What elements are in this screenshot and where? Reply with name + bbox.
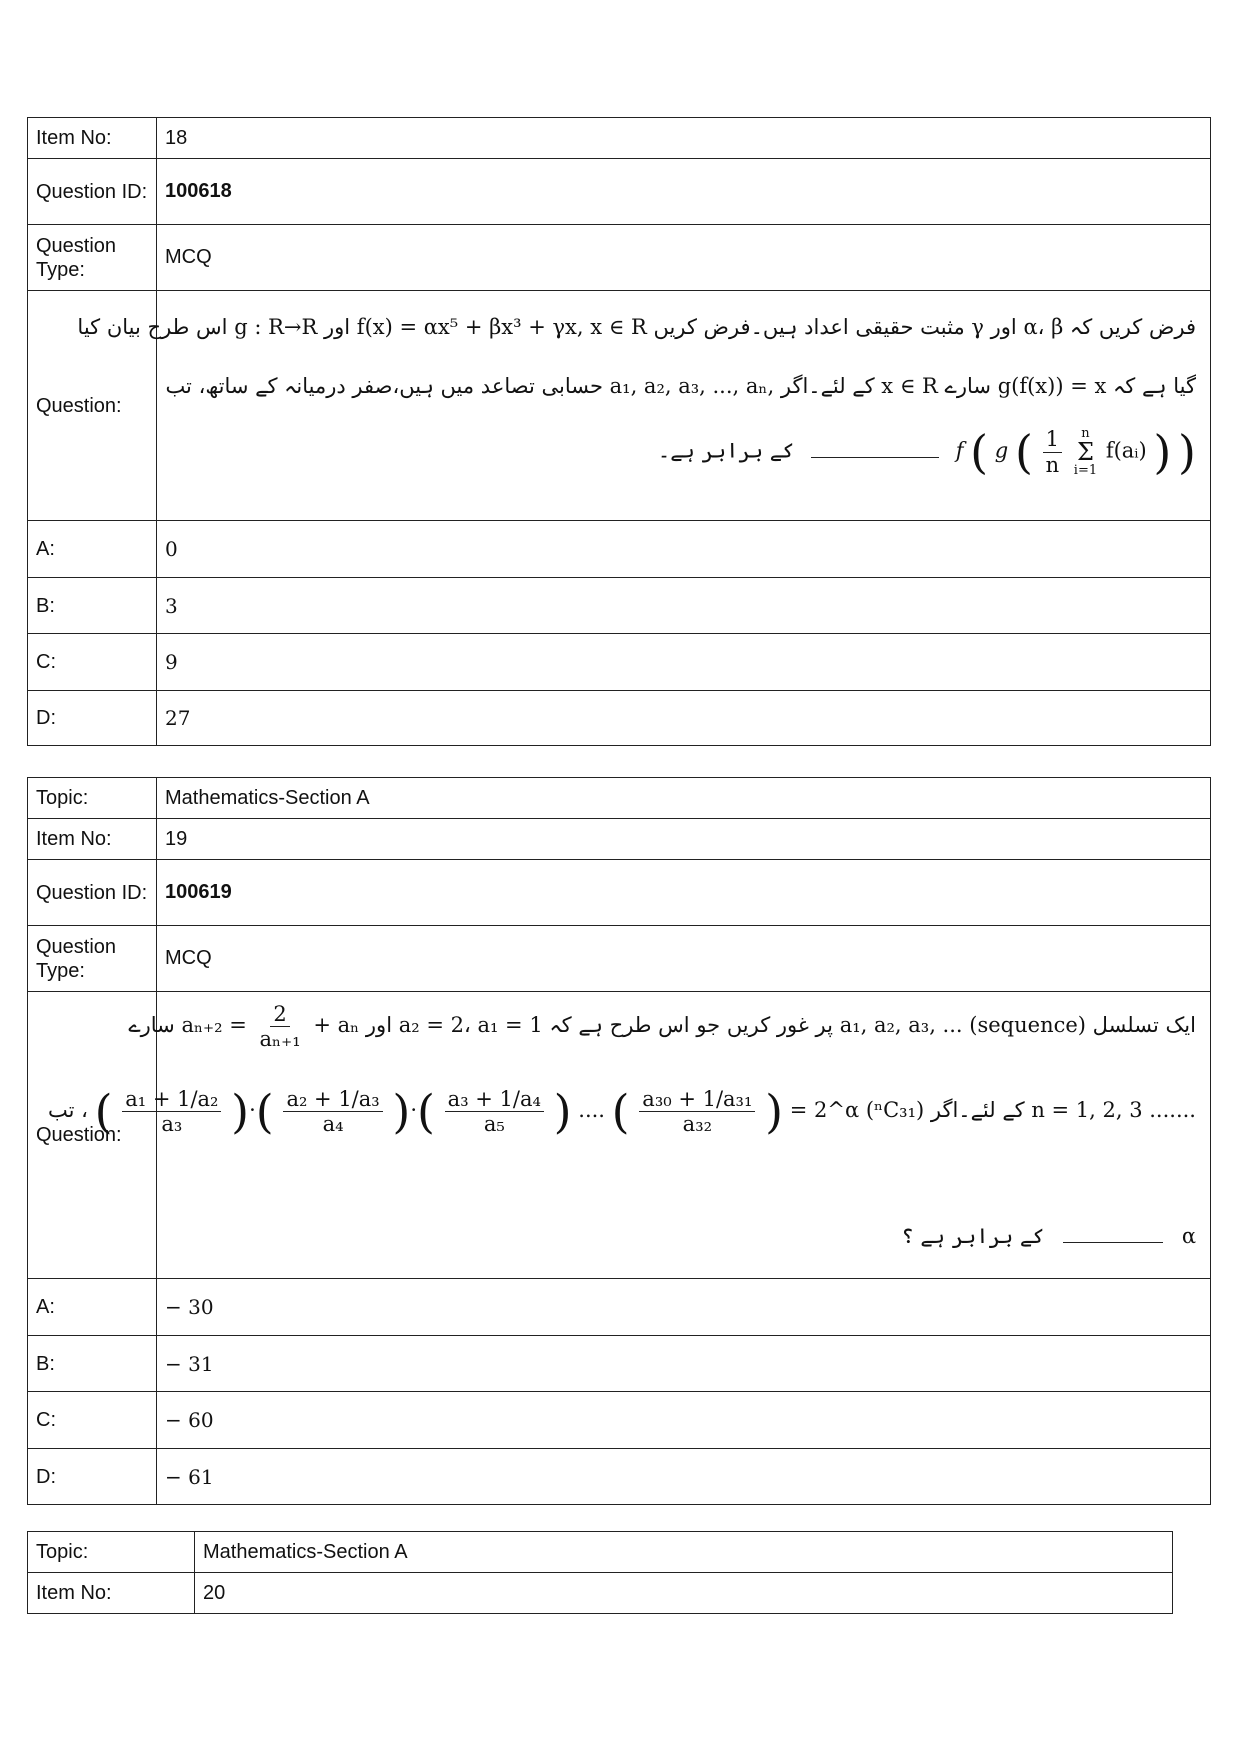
question-id-label: Question ID: — [28, 159, 157, 225]
option-d-value: 27 — [157, 691, 1211, 746]
denominator: a₃ — [161, 1112, 183, 1137]
option-c-value: 9 — [157, 634, 1211, 691]
sequence-terms: a₁, a₂, a₃, ..., aₙ, — [609, 374, 775, 398]
f-of-ai: f(aᵢ) — [1105, 438, 1147, 463]
question-type-label: Question Type: — [28, 926, 157, 992]
topic-label: Topic: — [28, 1532, 195, 1573]
term-30-fraction — [639, 1087, 755, 1136]
paren: ( — [611, 1084, 630, 1139]
paren: ) — [1178, 425, 1196, 479]
option-b-label: B: — [28, 1336, 157, 1392]
urdu-text: کے برابر ہے ؟ — [901, 1224, 1045, 1248]
numerator: a₃ + 1/a₄ — [445, 1087, 544, 1112]
topic-value: Mathematics-Section A — [157, 778, 1211, 819]
a2-value: a₂ = 2، — [398, 1013, 471, 1038]
g-symbol: g — [994, 438, 1009, 463]
alpha-symbol: α — [1181, 1224, 1196, 1248]
urdu-text: سارے — [128, 1013, 175, 1038]
item-no-label: Item No: — [28, 819, 157, 860]
option-a-label: A: — [28, 521, 157, 578]
paren: ( — [94, 1084, 113, 1139]
numerator: 2 — [270, 1002, 289, 1027]
question-line-3 — [169, 1224, 1196, 1248]
function-g-definition: g : R→R — [234, 315, 318, 339]
answer-blank — [811, 457, 939, 458]
option-b-value: 3 — [157, 578, 1211, 634]
urdu-text: کے برابر ہے۔ — [657, 438, 795, 463]
numerator: a₂ + 1/a₃ — [283, 1087, 382, 1112]
urdu-text: حسابی تصاعد میں ہیں،صفر درمیانہ کے ساتھ، — [198, 374, 603, 398]
urdu-text: کے لئے۔اگر — [930, 1098, 1025, 1123]
question-line-1 — [128, 1002, 1196, 1052]
denominator: a₅ — [483, 1112, 505, 1137]
topic-value: Mathematics-Section A — [195, 1532, 1173, 1573]
question-line-3 — [169, 427, 1196, 477]
sequence-terms: a₁, a₂, a₃, ... — [839, 1013, 963, 1038]
recurrence-fraction — [257, 1002, 304, 1051]
option-a-value: 0 — [157, 521, 1211, 578]
option-c-label: C: — [28, 1392, 157, 1449]
urdu-text: اس طرح بیان کیا — [77, 315, 228, 339]
paren: ( — [255, 1084, 274, 1139]
denominator: a₄ — [322, 1112, 344, 1137]
denominator: aₙ₊₁ — [259, 1027, 301, 1052]
question-20-table — [27, 1531, 1173, 1614]
paren: ) — [553, 1084, 572, 1139]
option-b-label: B: — [28, 578, 157, 634]
answer-blank — [1063, 1242, 1163, 1243]
question-18-table — [27, 117, 1211, 746]
urdu-text: ، تب — [47, 1098, 88, 1123]
question-type-value: MCQ — [157, 225, 1211, 291]
inverse-condition: g(f(x)) = x — [997, 374, 1107, 398]
term-3-fraction — [445, 1087, 544, 1136]
urdu-text: اور — [365, 1013, 393, 1038]
item-no-label: Item No: — [28, 118, 157, 159]
question-id-label: Question ID: — [28, 860, 157, 926]
product-dots: .... — [578, 1098, 605, 1123]
urdu-text: ایک تسلسل — [1092, 1013, 1196, 1038]
option-d-label: D: — [28, 691, 157, 746]
f-symbol: f — [955, 438, 964, 463]
recurrence-relation — [181, 1002, 359, 1051]
product-expression: ( $\frac{\text{a₁ + 1/a₂}}{\text{a₃}}$ )·( $\frac{\text{a₂ + 1/a₃}}{\text{a₄}}$ )·( $\frac{\text{a₃ + 1/a₄}}{\text{a₅}}$ ) .... ( $\frac{\text{a₃₀ + 1/a₃₁}}{\text{a₃₂}}$ ) = 2^α (ⁿC₃₁) — [94, 1084, 925, 1139]
urdu-text: اور — [323, 315, 351, 339]
numerator: a₃₀ + 1/a₃₁ — [639, 1087, 755, 1112]
recurrence-rhs: + aₙ — [313, 1013, 360, 1038]
item-no-value: 18 — [157, 118, 1211, 159]
numerator: 1 — [1043, 427, 1062, 452]
sum-upper: n — [1081, 426, 1090, 441]
urdu-text: تب — [165, 374, 192, 398]
urdu-text: پر غور کریں جو اس طرح ہے کہ — [549, 1013, 833, 1038]
question-line-2 — [165, 374, 1196, 398]
term-2-fraction — [283, 1087, 382, 1136]
item-no-value: 20 — [195, 1573, 1173, 1614]
paren: ( — [417, 1084, 435, 1139]
a1-value: a₁ = 1 — [477, 1013, 543, 1038]
option-c-label: C: — [28, 634, 157, 691]
denominator: n — [1045, 452, 1060, 477]
term-1-fraction — [122, 1087, 221, 1136]
sigma-symbol: Σ — [1076, 438, 1094, 466]
paren: ( — [1014, 425, 1033, 479]
urdu-text: مثبت حقیقی اعداد ہیں۔فرض کریں — [653, 315, 965, 339]
denominator: a₃₂ — [682, 1112, 713, 1137]
option-d-label: D: — [28, 1449, 157, 1505]
urdu-text: سارے — [944, 374, 991, 398]
paren: ) — [1153, 425, 1172, 479]
question-line-1 — [77, 315, 1196, 339]
option-a-label: A: — [28, 1279, 157, 1336]
urdu-text: گیا ہے کہ — [1113, 374, 1196, 398]
sum-lower: i=1 — [1073, 463, 1098, 478]
recurrence-lhs: aₙ₊₂ = — [181, 1013, 247, 1038]
item-no-label: Item No: — [28, 1573, 195, 1614]
expression-f-g-mean — [956, 427, 1196, 477]
question-label: Question: — [28, 992, 157, 1279]
option-a-value: − 30 — [157, 1279, 1211, 1336]
question-19-table — [27, 777, 1211, 1505]
question-label: Question: — [28, 291, 157, 521]
numerator: a₁ + 1/a₂ — [122, 1087, 221, 1112]
paren: ) — [231, 1084, 250, 1139]
item-no-value: 19 — [157, 819, 1211, 860]
greek-constants: α، β اور γ — [971, 315, 1064, 339]
option-d-value: − 61 — [157, 1449, 1211, 1505]
function-f-definition: f(x) = αx⁵ + βx³ + γx, x ∈ R — [356, 315, 647, 339]
paren: ) — [765, 1084, 784, 1139]
paren: ) — [392, 1084, 411, 1139]
topic-label: Topic: — [28, 778, 157, 819]
question-type-label: Question Type: — [28, 225, 157, 291]
sequence-word: (sequence) — [969, 1013, 1086, 1038]
question-type-value: MCQ — [157, 926, 1211, 992]
question-id-value: 100618 — [157, 159, 1211, 225]
product-rhs: = 2^α (ⁿC₃₁) — [789, 1098, 925, 1123]
paren: ( — [970, 425, 989, 479]
summation — [1074, 427, 1097, 477]
question-id-value: 100619 — [157, 860, 1211, 926]
fraction-one-over-n — [1043, 427, 1063, 476]
urdu-text: فرض کریں کہ — [1069, 315, 1196, 339]
urdu-text: کے لئے۔اگر — [780, 374, 875, 398]
n-values: n = 1, 2, 3 ....... — [1031, 1098, 1196, 1123]
option-c-value: − 60 — [157, 1392, 1211, 1449]
option-b-value: − 31 — [157, 1336, 1211, 1392]
domain-condition: x ∈ R — [881, 374, 938, 398]
